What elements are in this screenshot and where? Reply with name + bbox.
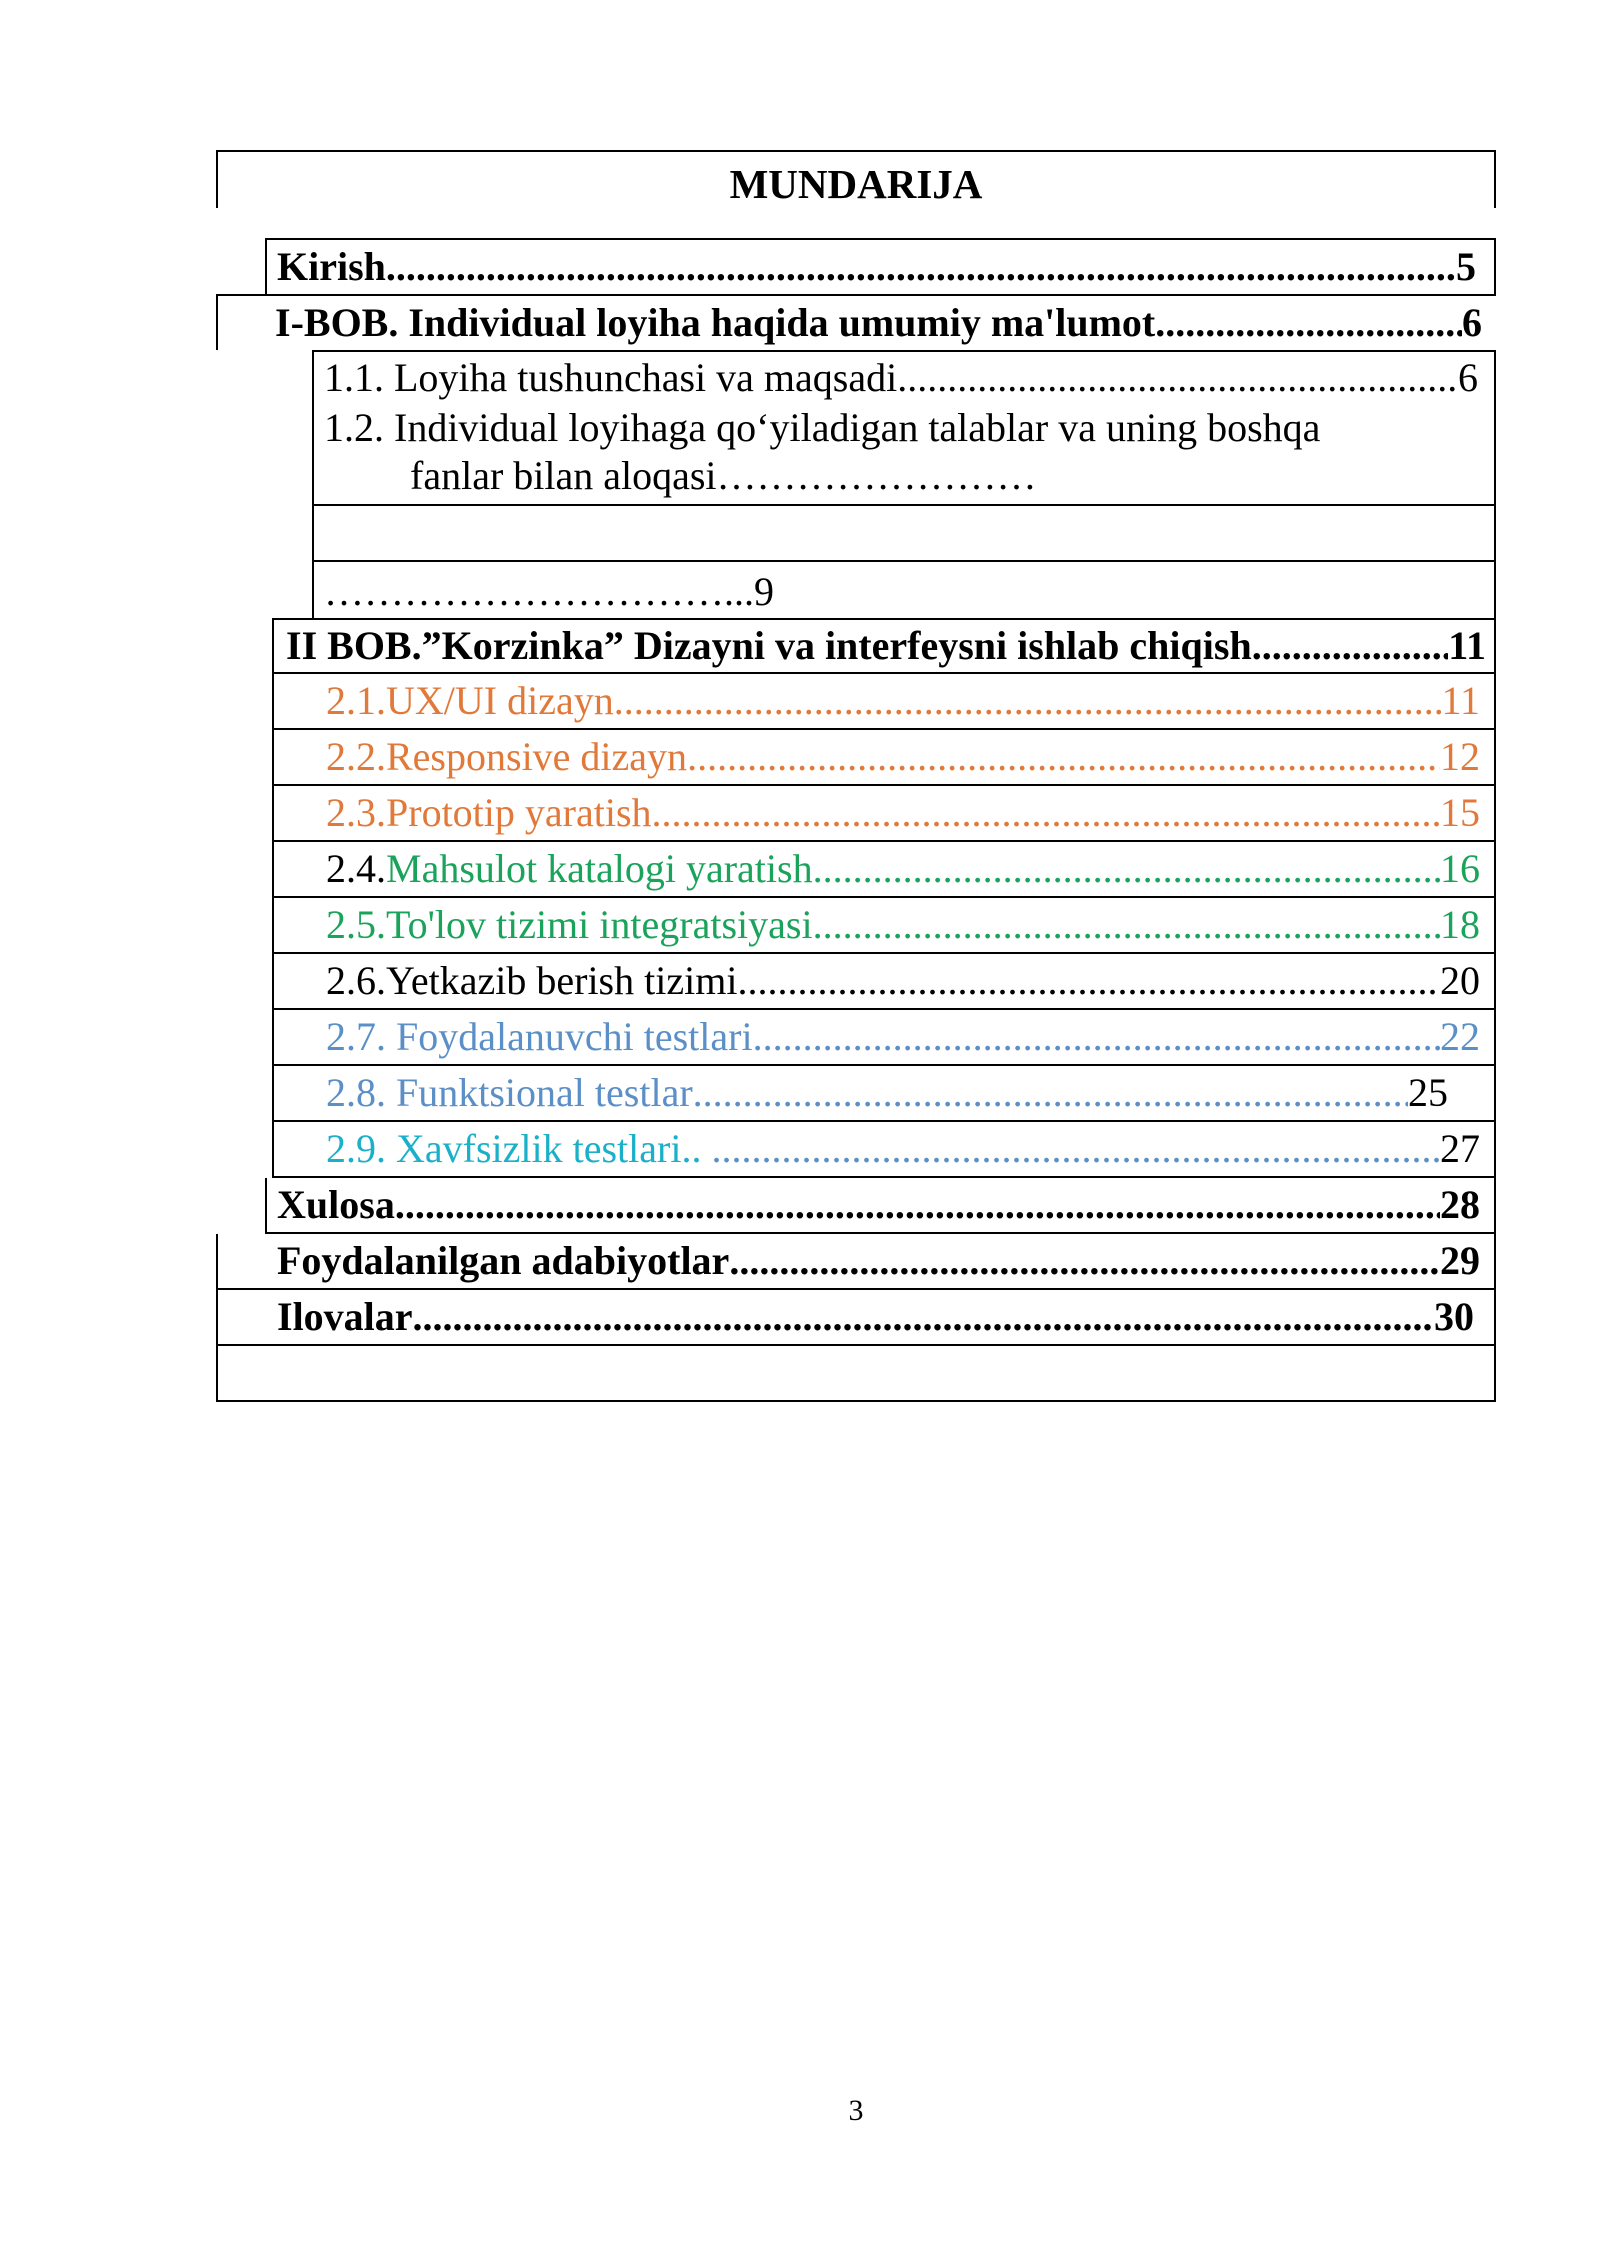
toc-entry-text: 2.7. Foydalanuvchi testlari xyxy=(326,1014,753,1059)
toc-entry-text: 2.5.To'lov tizimi integratsiyasi xyxy=(326,902,813,947)
toc-entry-text: Ilovalar xyxy=(277,1294,413,1339)
toc-entry-2-2[interactable] xyxy=(272,730,1496,786)
toc-entry-text: 2.1.UX/UI dizayn xyxy=(326,678,614,723)
toc-entry-page: 28 xyxy=(1440,1182,1480,1227)
toc-entry-2-9[interactable] xyxy=(272,1122,1496,1178)
dot-leader xyxy=(386,247,1456,287)
toc-entry-text: II BOB.”Korzinka” Dizayni va interfeysni ishlab chiqish xyxy=(286,623,1252,668)
dot-leader xyxy=(753,1017,1440,1057)
dot-leader xyxy=(614,681,1442,721)
toc-entry-2-4[interactable] xyxy=(272,842,1496,898)
toc-entry-appendices[interactable] xyxy=(216,1290,1496,1346)
dot-leader xyxy=(729,1241,1440,1281)
toc-entry-1-2-line1[interactable]: 1.2. Individual loyihaga qo‘yiladigan talablar va uning boshqa xyxy=(324,405,1321,450)
toc-entry-page: 30 xyxy=(1434,1294,1474,1339)
dot-leader xyxy=(693,1073,1408,1113)
toc-entry-page: 6 xyxy=(1458,355,1478,400)
toc-entry-page: 6 xyxy=(1462,300,1482,345)
toc-entry-page: 27 xyxy=(1440,1126,1480,1171)
toc-entry-kirish[interactable] xyxy=(265,238,1496,294)
empty-row xyxy=(312,506,1496,562)
dot-leader xyxy=(813,849,1440,889)
toc-entry-text: 2.2.Responsive dizayn xyxy=(326,734,688,779)
dot-leader xyxy=(897,358,1458,398)
toc-title: MUNDARIJA xyxy=(729,161,983,207)
toc-entry-text: Mahsulot katalogi yaratish xyxy=(386,846,813,891)
left-rule xyxy=(216,294,218,350)
toc-entry-chapter-2[interactable] xyxy=(272,618,1496,674)
toc-entry-text: 2.8. Funktsional testlar xyxy=(326,1070,693,1115)
toc-entry-page: 15 xyxy=(1440,790,1480,835)
toc-entry-page: 18 xyxy=(1440,902,1480,947)
toc-entry-text: 2.3.Prototip yaratish xyxy=(326,790,652,835)
toc-entry-1-2-line3: …………………………...9 xyxy=(324,569,774,614)
toc-entry-page: 11 xyxy=(1448,623,1486,668)
toc-entry-2-3[interactable] xyxy=(272,786,1496,842)
toc-entry-page: 20 xyxy=(1440,958,1480,1003)
toc-entry-2-7[interactable] xyxy=(272,1010,1496,1066)
toc-entry-text: 2.6.Yetkazib berish tizimi xyxy=(326,958,738,1003)
dot-leader xyxy=(711,1129,1440,1169)
dot-leader xyxy=(413,1297,1434,1337)
empty-final-row xyxy=(216,1346,1496,1402)
toc-entry-chapter-1[interactable] xyxy=(216,294,1496,350)
toc-entry-text: 2.9. Xavfsizlik testlari.. xyxy=(326,1126,712,1171)
toc-entry-1-2-line2: fanlar bilan aloqasi…………………… xyxy=(410,453,1037,498)
dot-leader xyxy=(652,793,1440,833)
toc-entry-page: 16 xyxy=(1440,846,1480,891)
dot-leader xyxy=(395,1185,1440,1225)
dot-leader xyxy=(1155,303,1462,343)
toc-entry-2-1[interactable] xyxy=(272,674,1496,730)
toc-entry-page: 12 xyxy=(1440,734,1480,779)
toc-entry-2-5[interactable] xyxy=(272,898,1496,954)
dot-leader xyxy=(1252,626,1449,666)
toc-entry-page: 5 xyxy=(1456,244,1476,289)
toc-entry-prefix: 2.4. xyxy=(326,846,386,891)
toc-entry-text: I-BOB. Individual loyiha haqida umumiy ma'lumot xyxy=(275,300,1156,345)
toc-entry-text: Kirish xyxy=(277,244,386,289)
toc-entry-page: 22 xyxy=(1440,1014,1480,1059)
toc-entry-2-8[interactable] xyxy=(272,1066,1496,1122)
toc-entry-xulosa[interactable] xyxy=(265,1178,1496,1234)
toc-entry-2-6[interactable] xyxy=(272,954,1496,1010)
toc-entry-text: Foydalanilgan adabiyotlar xyxy=(277,1238,730,1283)
page-number: 3 xyxy=(848,2094,864,2127)
toc-entry-references[interactable] xyxy=(216,1234,1496,1290)
toc-entry-text: 1.1. Loyiha tushunchasi va maqsadi xyxy=(324,355,898,400)
toc-entry-page: 25 xyxy=(1408,1070,1448,1115)
dot-leader xyxy=(737,961,1440,1001)
dot-leader xyxy=(813,905,1440,945)
dot-leader xyxy=(687,737,1440,777)
toc-entry-1-1[interactable] xyxy=(312,354,1496,402)
toc-entry-page: 29 xyxy=(1440,1238,1480,1283)
toc-entry-page: 11 xyxy=(1441,678,1480,723)
toc-entry-text: Xulosa xyxy=(277,1182,395,1227)
